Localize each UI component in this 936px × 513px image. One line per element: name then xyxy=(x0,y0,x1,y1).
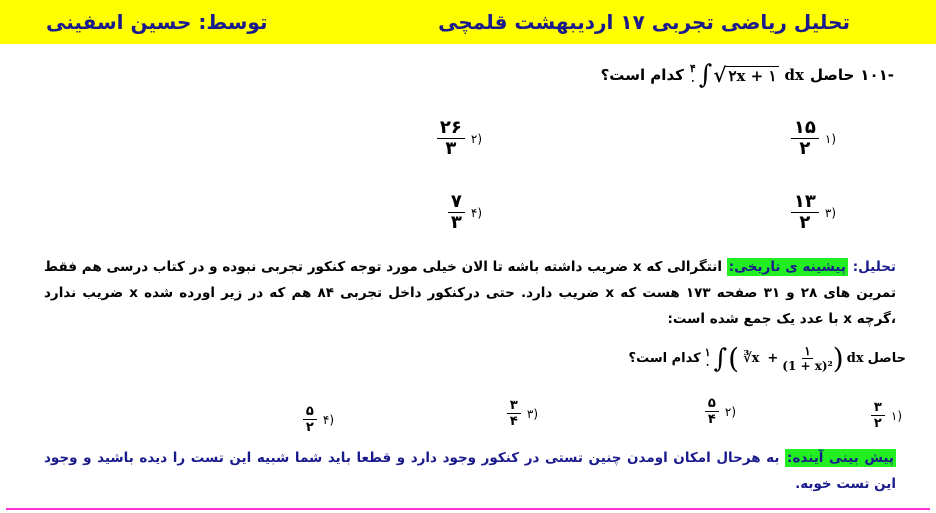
question-101 xyxy=(601,60,894,90)
integral-limits xyxy=(690,63,696,87)
dx-label: dx xyxy=(784,66,804,84)
option-fraction xyxy=(705,396,719,427)
fraction-numerator: ۱۵ xyxy=(791,118,819,139)
option-label: (۴ xyxy=(470,205,482,220)
forecast-text: به هرحال امکان اومدن چنین تستی در کنکور وجود دارد و قطعا باید شما شبیه این تست را دیده باشید و وجود این تست خوبه. xyxy=(44,450,896,492)
fraction-numerator: ۷ xyxy=(448,192,465,213)
option-label: (۳ xyxy=(824,205,836,220)
fraction-numerator: ۵ xyxy=(303,404,317,420)
option-fraction xyxy=(791,118,819,159)
fraction-numerator: ۵ xyxy=(705,396,719,412)
option-label: (۱ xyxy=(824,131,836,146)
fraction-denominator: ۲ xyxy=(305,420,314,435)
fraction-numerator: ۲۶ xyxy=(437,118,465,139)
analysis-paragraph xyxy=(44,254,896,332)
page-title: تحلیل ریاضی تجربی ۱۷ اردیبهشت قلمچی xyxy=(438,10,850,34)
fraction-denominator: ۲ xyxy=(799,138,811,159)
option-label: (۳ xyxy=(526,406,538,421)
question-number: -۱۰۱ xyxy=(860,66,894,84)
dx-label: dx xyxy=(846,351,864,366)
fraction-numerator: ۳ xyxy=(507,398,521,414)
analysis-label: تحلیل: xyxy=(852,259,897,275)
example-option-2 xyxy=(705,396,736,427)
sqrt-expression xyxy=(713,63,778,87)
lower-limit: ۰ xyxy=(704,357,711,371)
fraction-numerator: ۱۳ xyxy=(791,192,819,213)
plus-sign: + xyxy=(767,351,779,366)
radicand: ۲x + ۱ xyxy=(728,66,777,85)
fraction-numerator: ۱ xyxy=(804,344,811,358)
cube-root-term: ∛x xyxy=(743,351,760,366)
option-label: (۲ xyxy=(470,131,482,146)
fraction-denominator: ۳ xyxy=(450,212,462,233)
option-fraction xyxy=(871,400,885,431)
upper-limit: ۴ xyxy=(689,62,696,75)
option-4 xyxy=(448,192,482,233)
lower-limit: ۰ xyxy=(689,74,696,87)
fraction-denominator: ۴ xyxy=(509,414,518,429)
open-paren: ( xyxy=(728,342,740,375)
forecast-label: پیش بینی آینده: xyxy=(787,450,895,466)
integral-limits xyxy=(705,347,711,371)
example-integral xyxy=(705,342,864,375)
header-banner xyxy=(0,0,936,44)
example-fraction xyxy=(782,344,833,373)
question-prefix: حاصل xyxy=(809,66,855,84)
bottom-divider xyxy=(6,508,930,510)
sqrt-icon: √ xyxy=(713,63,727,87)
option-2 xyxy=(437,118,482,159)
example-suffix: کدام است؟ xyxy=(628,351,701,366)
option-1 xyxy=(791,118,836,159)
history-label: پیشینه ی تاریخی: xyxy=(728,259,846,275)
option-fraction xyxy=(507,398,521,429)
author-label: توسط: حسین اسفینی xyxy=(46,10,268,34)
fraction-denominator: ۲ xyxy=(873,416,882,431)
integral-sign-icon: ∫ xyxy=(698,60,713,90)
example-question xyxy=(629,342,906,375)
example-prefix: حاصل xyxy=(867,351,906,366)
option-fraction xyxy=(303,404,317,435)
question-suffix: کدام است؟ xyxy=(600,66,684,84)
option-label: (۲ xyxy=(724,404,736,419)
integral-expression xyxy=(690,60,804,90)
forecast-paragraph xyxy=(44,445,896,497)
fraction-denominator: ۴ xyxy=(707,412,716,427)
option-3 xyxy=(791,192,836,233)
close-paren: ) xyxy=(832,342,844,375)
example-option-1 xyxy=(871,400,902,431)
option-fraction xyxy=(791,192,819,233)
fraction-denominator: (1 + x)² xyxy=(782,359,833,373)
fraction-denominator: ۳ xyxy=(445,138,457,159)
example-option-3 xyxy=(507,398,538,429)
option-fraction xyxy=(448,192,465,233)
option-fraction xyxy=(437,118,465,159)
option-label: (۴ xyxy=(322,412,334,427)
option-label: (۱ xyxy=(890,408,902,423)
integral-sign-icon: ∫ xyxy=(713,343,728,374)
upper-limit: ۱ xyxy=(704,345,711,359)
fraction-denominator: ۲ xyxy=(799,212,811,233)
example-option-4 xyxy=(303,404,334,435)
history-text: انتگرالی که x ضریب داشته باشه تا الان خیلی مورد توجه کنکور تجربی نبوده و در کتاب درسی هم فقط تمرین های ۲۸ و ۳۱ صفحه ۱۷۳ هست که x ضریب دارد. حتی درکنکور داخل تجربی ۸۴ هم که در زیر اورده شده x ضریب ندارد ،گرچه x با عدد یک جمع شده است: xyxy=(44,259,897,327)
fraction-numerator: ۳ xyxy=(871,400,885,416)
